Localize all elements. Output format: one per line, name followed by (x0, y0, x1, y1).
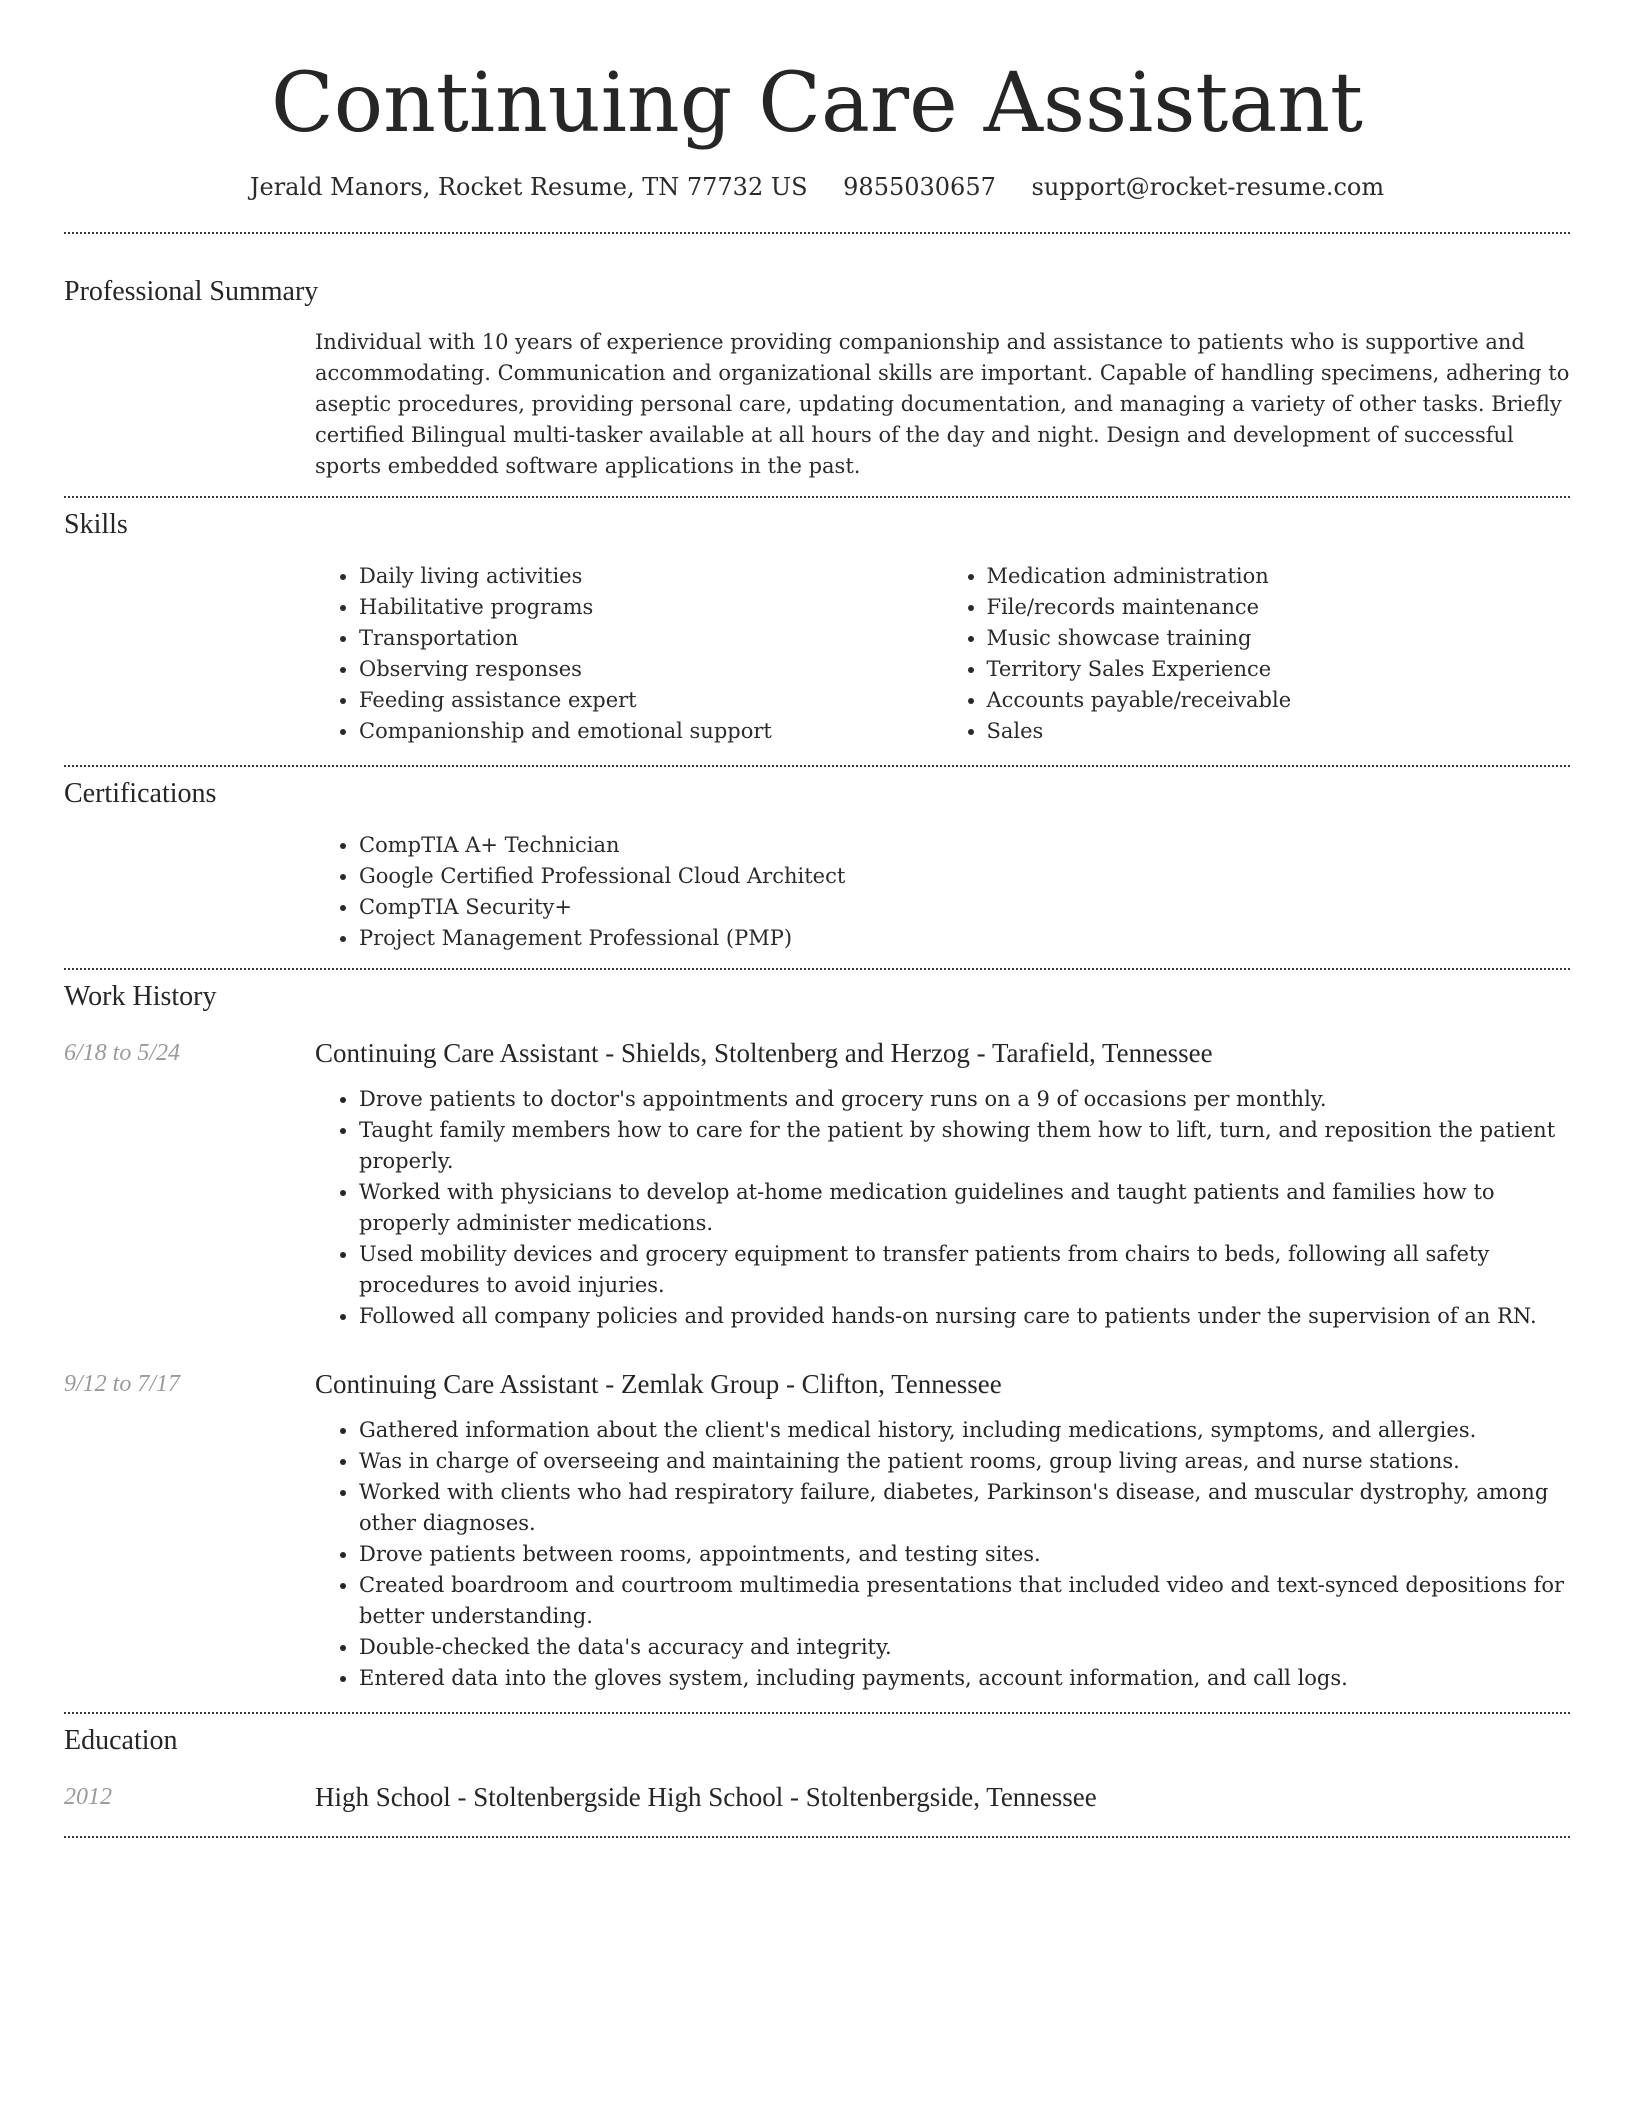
job-dates: 6/18 to 5/24 (64, 1040, 181, 1066)
job-body (315, 1036, 1570, 1332)
skill-item: • Daily living activities (359, 561, 943, 592)
job-bullet: • Entered data into the gloves system, including payments, account information, and call logs. (359, 1663, 1570, 1694)
job-entry (64, 1036, 1570, 1332)
job-bullet: • Used mobility devices and grocery equipment to transfer patients from chairs to beds, following all safety procedures to avoid injuries. (359, 1239, 1570, 1301)
contact-phone: 9855030657 (843, 173, 996, 201)
certifications-list (315, 830, 1570, 954)
skills-left-list (315, 561, 943, 747)
skills-title: Skills (64, 509, 128, 540)
education-body (315, 1780, 1570, 1814)
job-heading: Continuing Care Assistant - Shields, Stoltenberg and Herzog - Tarafield, Tennessee (315, 1038, 1213, 1068)
job-heading: Continuing Care Assistant - Zemlak Group - Clifton, Tennessee (315, 1369, 1002, 1399)
certification-item: • Google Certified Professional Cloud Architect (359, 861, 1570, 892)
education-entry (64, 1780, 1570, 1814)
job-bullet: • Drove patients to doctor's appointments and grocery runs on a 9 of occasions per monthly. (359, 1084, 1570, 1115)
job-bullet: • Drove patients between rooms, appointments, and testing sites. (359, 1539, 1570, 1570)
education-section (64, 1714, 1570, 1814)
skill-item: • Habilitative programs (359, 592, 943, 623)
summary-content (315, 327, 1570, 482)
job-bullet: • Created boardroom and courtroom multimedia presentations that included video and text-synced depositions for better understanding. (359, 1570, 1570, 1632)
job-bullet: • Followed all company policies and provided hands-on nursing care to patients under the supervision of an RN. (359, 1301, 1570, 1332)
job-bullet: • Worked with clients who had respiratory failure, diabetes, Parkinson's disease, and muscular dystrophy, among other diagnoses. (359, 1477, 1570, 1539)
certifications-title: Certifications (64, 778, 217, 809)
education-heading: High School - Stoltenbergside High School - Stoltenbergside, Tennessee (315, 1782, 1097, 1812)
skills-section (64, 498, 1570, 747)
contact-email: support@rocket-resume.com (1031, 173, 1385, 201)
job-bullets (315, 1415, 1570, 1694)
certification-item: • CompTIA Security+ (359, 892, 1570, 923)
skill-item: • Feeding assistance expert (359, 685, 943, 716)
skill-item: • Companionship and emotional support (359, 716, 943, 747)
skill-item: • Transportation (359, 623, 943, 654)
section-divider (64, 1836, 1570, 1838)
job-bullets (315, 1084, 1570, 1332)
skill-item: • Music showcase training (987, 623, 1571, 654)
contact-line (64, 170, 1570, 204)
resume-header (64, 56, 1570, 204)
job-bullet: • Worked with physicians to develop at-home medication guidelines and taught patients and families how to properly administer medications. (359, 1177, 1570, 1239)
resume-name: Continuing Care Assistant (270, 56, 1364, 151)
skills-grid (315, 561, 1570, 747)
work-history-title: Work History (64, 981, 217, 1012)
summary-section (64, 234, 1570, 482)
job-body (315, 1367, 1570, 1694)
job-entry (64, 1367, 1570, 1694)
certification-item: • CompTIA A+ Technician (359, 830, 1570, 861)
education-title: Education (64, 1725, 178, 1756)
summary-title: Professional Summary (64, 276, 319, 307)
skill-item: • Accounts payable/receivable (987, 685, 1571, 716)
work-history-section (64, 970, 1570, 1694)
skill-item: • File/records maintenance (987, 592, 1571, 623)
job-bullet: • Was in charge of overseeing and maintaining the patient rooms, group living areas, and nurse stations. (359, 1446, 1570, 1477)
education-year: 2012 (64, 1784, 112, 1810)
skill-item: • Medication administration (987, 561, 1571, 592)
job-bullet: • Double-checked the data's accuracy and integrity. (359, 1632, 1570, 1663)
skill-item: • Territory Sales Experience (987, 654, 1571, 685)
certifications-section (64, 767, 1570, 954)
job-dates: 9/12 to 7/17 (64, 1371, 181, 1397)
certification-item: • Project Management Professional (PMP) (359, 923, 1570, 954)
certifications-content (315, 830, 1570, 954)
skill-item: • Sales (987, 716, 1571, 747)
job-bullet: • Taught family members how to care for the patient by showing them how to lift, turn, and reposition the patient properly. (359, 1115, 1570, 1177)
job-bullet: • Gathered information about the client's medical history, including medications, symptoms, and allergies. (359, 1415, 1570, 1446)
contact-address: Jerald Manors, Rocket Resume, TN 77732 US (249, 173, 808, 201)
resume-page (64, 0, 1570, 1838)
summary-text: Individual with 10 years of experience providing companionship and assistance to patients who is supportive and accommodating. Communication and organizational skills are important. Capable of handling specimens, adhering to aseptic procedures, providing personal care, updating documentation, and managing a variety of other tasks. Briefly certified Bilingual multi-tasker available at all hours of the day and night. Design and development of successful sports embedded software applications in the past. (315, 330, 1570, 478)
skill-item: • Observing responses (359, 654, 943, 685)
skills-right-list (943, 561, 1571, 747)
